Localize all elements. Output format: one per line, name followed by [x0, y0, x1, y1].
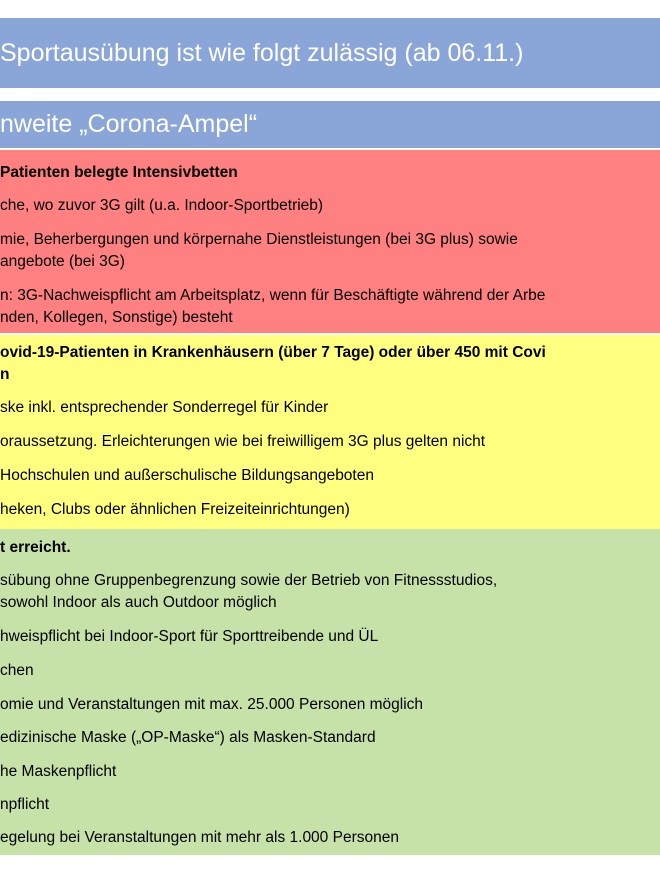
red-heading: Patienten belegte Intensivbetten [0, 164, 238, 181]
green-line: hweispflicht bei Indoor-Sport für Sporttreibende und ÜL [0, 628, 379, 645]
green-line: omie und Veranstaltungen mit max. 25.000 Personen möglich [0, 696, 424, 713]
green-line: sowohl Indoor als auch Outdoor möglich [0, 594, 277, 611]
yellow-line: heken, Clubs oder ähnlichen Freizeiteinrichtungen) [0, 501, 350, 518]
title-banner [0, 18, 660, 88]
yellow-heading-continued: n [0, 366, 10, 383]
yellow-line: oraussetzung. Erleichterungen wie bei freiwilligem 3G plus gelten nicht [0, 433, 486, 450]
yellow-line: Hochschulen und außerschulische Bildungsangeboten [0, 467, 374, 484]
red-line: nden, Kollegen, Sonstige) besteht [0, 309, 233, 326]
green-line: edizinische Maske („OP-Maske“) als Masken-Standard [0, 729, 376, 746]
yellow-heading: ovid-19-Patienten in Krankenhäusern (über 7 Tage) oder über 450 mit Covi [0, 344, 546, 361]
green-line: npflicht [0, 796, 50, 813]
red-line: n: 3G-Nachweispflicht am Arbeitsplatz, wenn für Beschäftigte während der Arbe [0, 287, 546, 304]
green-line: egelung bei Veranstaltungen mit mehr als 1.000 Personen [0, 829, 399, 846]
yellow-level-section [0, 335, 660, 529]
ampel-heading: nweite „Corona-Ampel“ [0, 110, 258, 138]
red-level-section [0, 150, 660, 333]
green-line: he Maskenpflicht [0, 763, 117, 780]
green-line: sübung ohne Gruppenbegrenzung sowie der Betrieb von Fitnessstudios, [0, 572, 498, 589]
ampel-banner [0, 101, 660, 148]
green-level-section [0, 529, 660, 855]
red-line: che, wo zuvor 3G gilt (u.a. Indoor-Sportbetrieb) [0, 197, 324, 214]
yellow-line: ske inkl. entsprechender Sonderregel für Kinder [0, 399, 329, 416]
red-line: angebote (bei 3G) [0, 253, 125, 270]
page-title: Sportausübung ist wie folgt zulässig (ab 06.11.) [0, 39, 524, 67]
red-line: mie, Beherbergungen und körpernahe Dienstleistungen (bei 3G plus) sowie [0, 231, 518, 248]
green-heading: t erreicht. [0, 539, 71, 556]
green-line: chen [0, 662, 34, 679]
